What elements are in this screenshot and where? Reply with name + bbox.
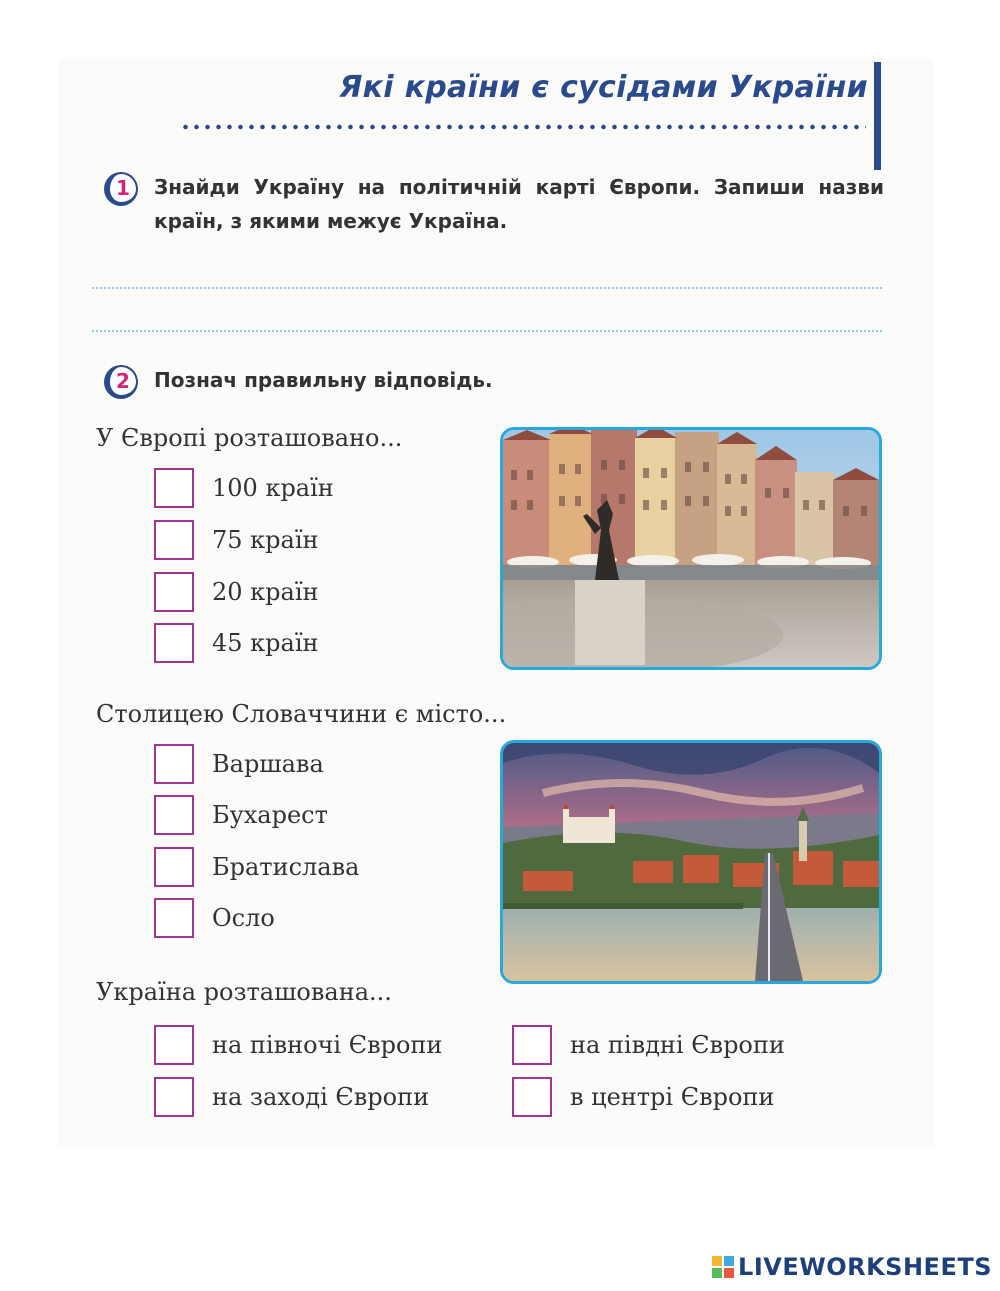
option-label: на заході Європи: [212, 1083, 430, 1111]
warsaw-photo: [500, 427, 882, 670]
q1-option-4[interactable]: [154, 621, 319, 665]
bratislava-photo: [500, 740, 882, 984]
bratislava-panorama-image: [503, 743, 879, 981]
answer-line-2[interactable]: [92, 330, 882, 332]
q2-option-3[interactable]: [154, 845, 359, 889]
task-1-number: 1: [104, 172, 138, 206]
option-label: Братислава: [212, 853, 360, 881]
q2-option-1[interactable]: [154, 742, 324, 786]
checkbox[interactable]: [154, 468, 194, 508]
option-label: Варшава: [212, 750, 324, 778]
checkbox[interactable]: [154, 572, 194, 612]
q3-option-1[interactable]: [154, 1023, 442, 1067]
option-label: на півночі Європи: [212, 1031, 443, 1059]
q3-option-4[interactable]: [512, 1075, 774, 1119]
answer-line-1[interactable]: [92, 287, 882, 289]
task-2-number: 2: [104, 365, 138, 399]
logo-text: LIVEWORKSHEETS: [738, 1253, 992, 1281]
option-label: 20 країн: [212, 578, 319, 606]
checkbox[interactable]: [154, 898, 194, 938]
checkbox[interactable]: [154, 520, 194, 560]
q2-option-4[interactable]: [154, 896, 275, 940]
option-label: Бухарест: [212, 801, 328, 829]
question-3: Україна розташована...: [96, 978, 392, 1006]
q3-option-3[interactable]: [154, 1075, 429, 1119]
checkbox[interactable]: [154, 1077, 194, 1117]
question-1: У Європі розташовано...: [96, 424, 403, 452]
option-label: на півдні Європи: [570, 1031, 785, 1059]
option-label: в центрі Європи: [570, 1083, 775, 1111]
question-2: Столицею Словаччини є місто...: [96, 700, 507, 728]
checkbox[interactable]: [512, 1077, 552, 1117]
task-1-instruction: Знайди Україну на політичній карті Європи. Запиши назви країн, з якими межує Україна.: [154, 175, 884, 233]
warsaw-old-town-image: [503, 430, 879, 667]
q2-option-2[interactable]: [154, 793, 328, 837]
checkbox[interactable]: [512, 1025, 552, 1065]
title-dotted-rule: [180, 124, 866, 130]
checkbox[interactable]: [154, 847, 194, 887]
checkbox[interactable]: [154, 744, 194, 784]
title-accent-bar: [874, 62, 881, 170]
option-label: 45 країн: [212, 629, 319, 657]
checkbox[interactable]: [154, 1025, 194, 1065]
liveworksheets-logo[interactable]: [712, 1253, 992, 1281]
checkbox[interactable]: [154, 623, 194, 663]
q3-option-2[interactable]: [512, 1023, 785, 1067]
option-label: Осло: [212, 904, 275, 932]
page-title: Які країни є сусідами України: [339, 70, 868, 105]
q1-option-3[interactable]: [154, 570, 319, 614]
q1-option-1[interactable]: [154, 466, 334, 510]
logo-icon: [712, 1256, 734, 1278]
task-2-instruction: Познач правильну відповідь.: [154, 368, 493, 392]
option-label: 75 країн: [212, 526, 319, 554]
option-label: 100 країн: [212, 474, 334, 502]
q1-option-2[interactable]: [154, 518, 319, 562]
checkbox[interactable]: [154, 795, 194, 835]
